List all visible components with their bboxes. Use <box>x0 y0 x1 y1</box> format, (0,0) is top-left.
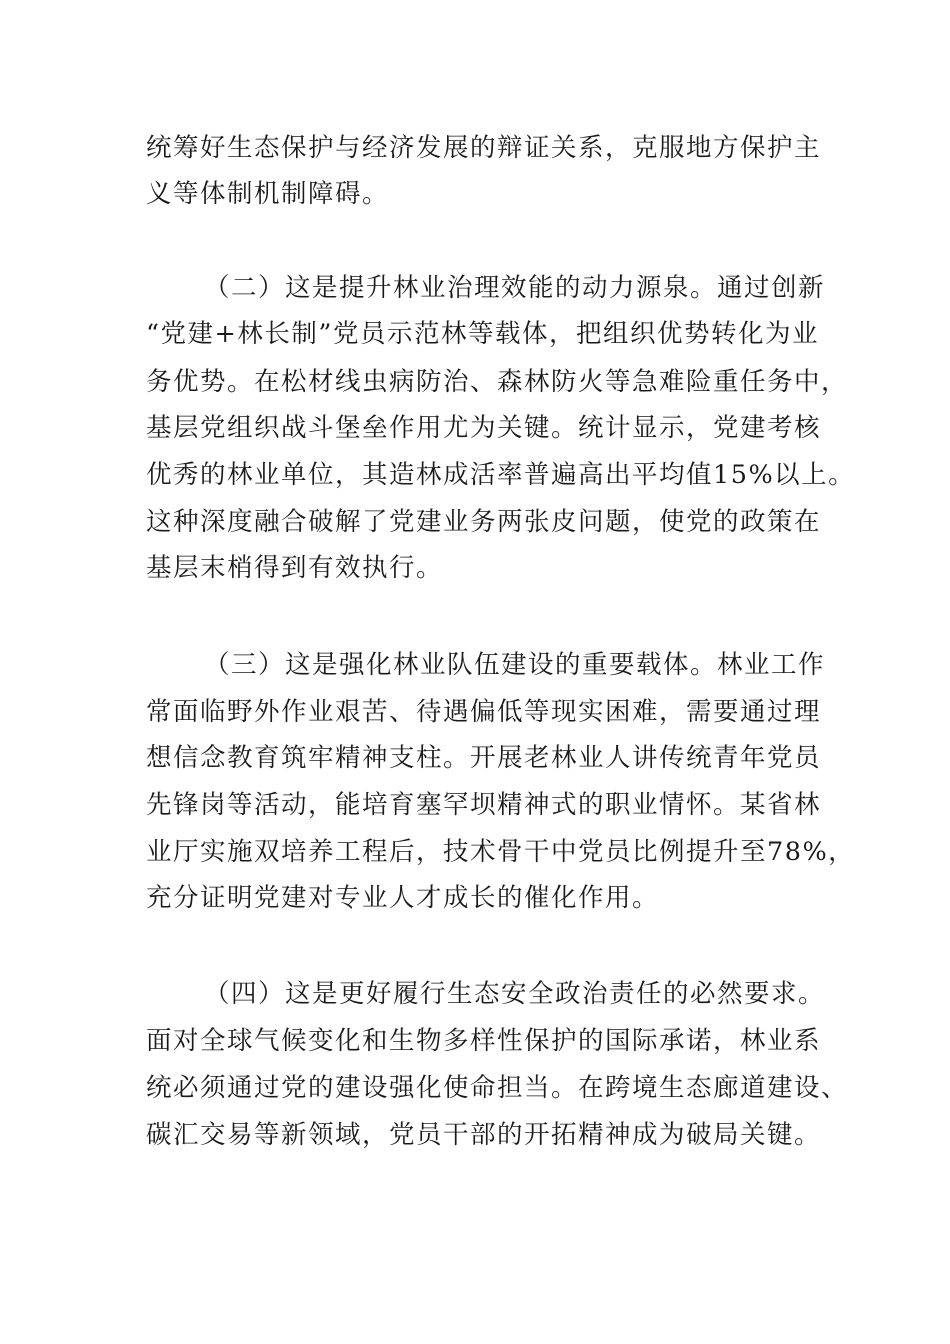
text-line: 业厅实施双培养工程后，技术骨干中党员比例提升至78%， <box>146 837 856 867</box>
text-line: 优秀的林业单位，其造林成活率普遍高出平均值15%以上。 <box>146 460 856 490</box>
text-line: （三）这是强化林业队伍建设的重要载体。林业工作 <box>204 650 826 680</box>
text-line: 基层末梢得到有效执行。 <box>146 553 444 583</box>
text-line: 统筹好生态保护与经济发展的辩证关系，克服地方保护主 <box>146 133 822 163</box>
text-line: 义等体制机制障碍。 <box>146 179 390 209</box>
text-line: （四）这是更好履行生态安全政治责任的必然要求。 <box>204 979 826 1009</box>
text-line: 碳汇交易等新领域，党员干部的开拓精神成为破局关键。 <box>146 1120 822 1150</box>
text-line: 先锋岗等活动，能培育塞罕坝精神式的职业情怀。某省林 <box>146 790 822 820</box>
text-line: 面对全球气候变化和生物多样性保护的国际承诺，林业系 <box>146 1026 822 1056</box>
text-line: 统必须通过党的建设强化使命担当。在跨境生态廊道建设、 <box>146 1073 849 1103</box>
text-line: 务优势。在松材线虫病防治、森林防火等急难险重任务中， <box>146 367 849 397</box>
text-line: “党建+林长制”党员示范林等载体，把组织优势转化为业 <box>146 319 819 349</box>
text-line: 想信念教育筑牢精神支柱。开展老林业人讲传统青年党员 <box>146 743 822 773</box>
text-line: 常面临野外作业艰苦、待遇偏低等现实困难，需要通过理 <box>146 697 822 727</box>
text-line: 这种深度融合破解了党建业务两张皮问题，使党的政策在 <box>146 507 822 537</box>
text-line: 充分证明党建对专业人才成长的催化作用。 <box>146 883 660 913</box>
text-line: 基层党组织战斗堡垒作用尤为关键。统计显示，党建考核 <box>146 413 822 443</box>
text-line: （二）这是提升林业治理效能的动力源泉。通过创新 <box>204 273 826 303</box>
